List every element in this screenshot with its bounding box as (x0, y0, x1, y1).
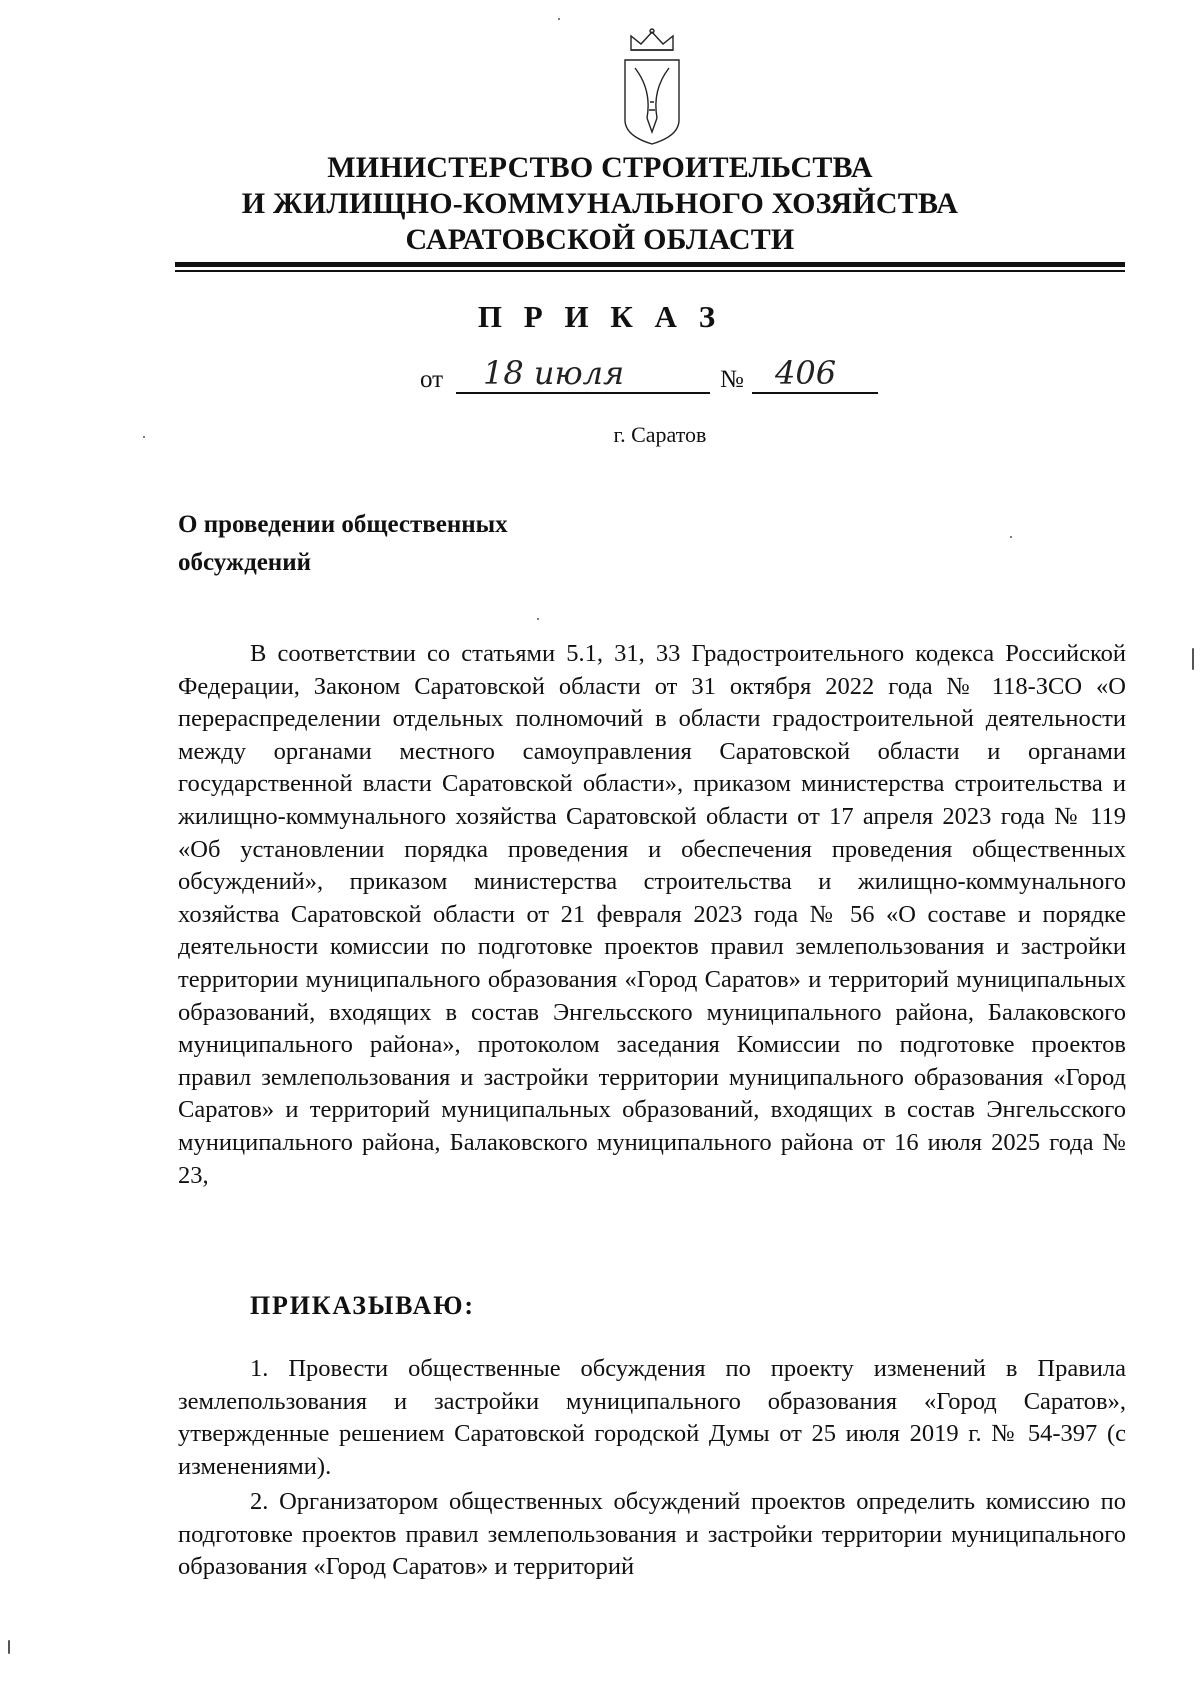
org-name-line-1: МИНИСТЕРСТВО СТРОИТЕЛЬСТВА (327, 151, 873, 184)
date-prefix: от (420, 366, 444, 393)
city: г. Саратов (613, 422, 707, 447)
scan-speck (1010, 536, 1012, 538)
order-item-2: 2. Организатором общественных обсуждений проектов определить комиссию по подготовке проектов правил землепользования и застройки территории муниципального образования «Город Саратов» и территорий (178, 1488, 1126, 1581)
header-rule-thin (175, 270, 1125, 272)
handwritten-number: 406 (775, 354, 837, 392)
order-item-1: 1. Провести общественные обсуждения по проекту изменений в Правила землепользования и застройки муниципального образования «Город Саратов», утвержденные решением Саратовской городской Думы от 25 июля 2019 г. № 54-397 (с изменениями). (178, 1355, 1126, 1480)
scan-speck (537, 618, 539, 620)
directive-heading: ПРИКАЗЫВАЮ: (250, 1291, 475, 1320)
subject-heading (178, 506, 508, 582)
org-name-line-3: САРАТОВСКОЙ ОБЛАСТИ (405, 223, 795, 256)
date-underline (456, 392, 710, 394)
subject-line-1: О проведении общественных (178, 511, 508, 538)
preamble-paragraph: В соответствии со статьями 5.1, 31, 33 Градостроительного кодекса Российской Федерации, Законом Саратовской области от 31 октября 2022 года № 118-ЗСО «О перераспределении отдельных полномочий в области градостроительной деятельности между органами местного самоуправления Саратовской области и органами государственной власти Саратовской области», приказом министерства строительства и жилищно-коммунального хозяйства Саратовской области от 17 апреля 2023 года № 119 «Об установлении порядка проведения и обеспечения проведения общественных обсуждений», приказом министерства строительства и жилищно-коммунального хозяйства Саратовской области от 21 февраля 2023 года № 56 «О составе и порядке деятельности комиссии по подготовке проектов правил землепользования и застройки территории муниципального образования «Город Саратов» и территорий муниципальных образований, входящих в состав Энгельсского муниципального района, Балаковского муниципального района», протоколом заседания Комиссии по подготовке проектов правил землепользования и застройки территории муниципального образования «Город Саратов» и территорий муниципальных образований, входящих в состав Энгельсского муниципального района, Балаковского муниципального района от 16 июля 2025 года № 23, (178, 640, 1126, 1189)
subject-line-2: обсуждений (178, 549, 312, 576)
handwritten-date: 18 июля (483, 354, 625, 392)
saratov-coat-of-arms-icon (617, 28, 687, 148)
number-underline (752, 392, 878, 394)
scan-speck (558, 18, 560, 20)
org-name-line-2: И ЖИЛИЩНО-КОММУНАЛЬНОГО ХОЗЯЙСТВА (241, 187, 959, 220)
scan-speck (143, 436, 145, 438)
document-title: П Р И К А З (477, 299, 723, 334)
header-rule-thick (175, 262, 1125, 267)
scan-speck (1192, 648, 1194, 670)
scan-speck (8, 1640, 10, 1654)
number-prefix: № (720, 366, 744, 393)
date-number-line (0, 354, 1200, 402)
